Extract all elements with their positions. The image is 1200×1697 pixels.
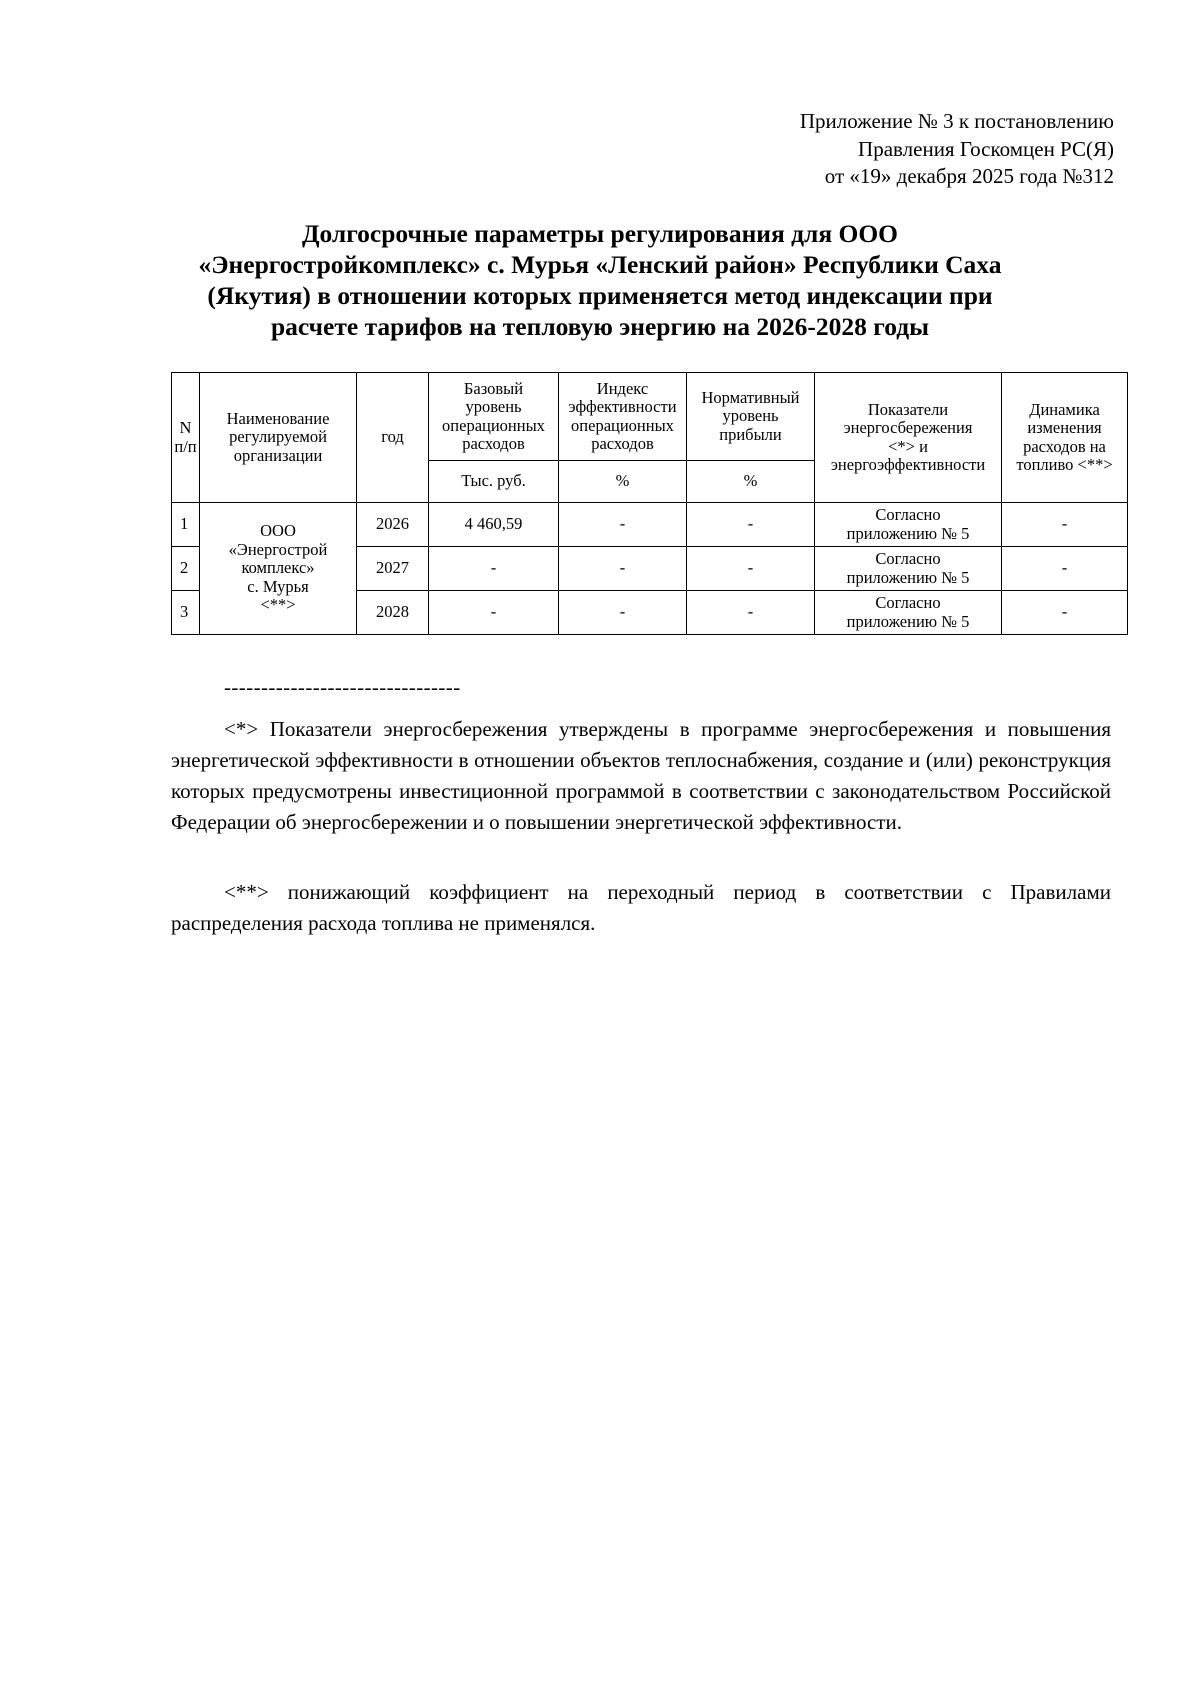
cell-fuel: - bbox=[1002, 503, 1128, 547]
title-line: расчете тарифов на тепловую энергию на 2026-2028 годы bbox=[270, 312, 930, 341]
cell-base: - bbox=[429, 591, 559, 635]
table-row bbox=[172, 503, 1128, 547]
unit-index: % bbox=[559, 461, 687, 503]
table-header-row bbox=[172, 373, 1128, 461]
title-line: «Энергостройкомплекс» с. Мурья «Ленский район» Республики Саха bbox=[198, 250, 1002, 279]
title-line: Долгосрочные параметры регулирования для ООО bbox=[301, 219, 899, 248]
cell-fuel: - bbox=[1002, 591, 1128, 635]
footnote-fuel-coefficient: <**> понижающий коэффициент на переходный период в соответствии с Правилами распределения расхода топлива не применялся. bbox=[171, 880, 1111, 935]
cell-num: 3 bbox=[172, 591, 200, 635]
cell-profit: - bbox=[687, 591, 815, 635]
header-org-name: Наименование регулируемой организации bbox=[200, 373, 357, 503]
parameters-table bbox=[171, 372, 1128, 635]
cell-num: 1 bbox=[172, 503, 200, 547]
header-base-level: Базовый уровень операционных расходов bbox=[429, 373, 559, 461]
cell-energy: Согласно приложению № 5 bbox=[815, 503, 1002, 547]
cell-base: 4 460,59 bbox=[429, 503, 559, 547]
cell-year: 2028 bbox=[357, 591, 429, 635]
cell-index: - bbox=[559, 547, 687, 591]
cell-year: 2027 bbox=[357, 547, 429, 591]
cell-profit: - bbox=[687, 547, 815, 591]
cell-base: - bbox=[429, 547, 559, 591]
document-title bbox=[150, 218, 1050, 342]
unit-profit: % bbox=[687, 461, 815, 503]
cell-fuel: - bbox=[1002, 547, 1128, 591]
unit-base: Тыс. руб. bbox=[429, 461, 559, 503]
header-energy-indicators: Показатели энергосбережения <*> и энергоэффективности bbox=[815, 373, 1002, 503]
cell-index: - bbox=[559, 503, 687, 547]
footnote-energy-saving: <*> Показатели энергосбережения утверждены в программе энергосбережения и повышения энергетической эффективности в отношении объектов теплоснабжения, создание и (или) реконструкция которых предусмотрены инвестиционной программой в соответствии с законодательством Российской Федерации об энергосбережении и о повышении энергетической эффективности. bbox=[171, 717, 1111, 834]
cell-profit: - bbox=[687, 503, 815, 547]
header-num: N п/п bbox=[172, 373, 200, 503]
header-efficiency-index: Индекс эффективности операционных расходов bbox=[559, 373, 687, 461]
cell-num: 2 bbox=[172, 547, 200, 591]
cell-energy: Согласно приложению № 5 bbox=[815, 591, 1002, 635]
appendix-header-line: Приложение № 3 к постановлению bbox=[799, 109, 1114, 133]
header-fuel-dynamics: Динамика изменения расходов на топливо <**> bbox=[1002, 373, 1128, 503]
cell-energy: Согласно приложению № 5 bbox=[815, 547, 1002, 591]
appendix-header-line: от «19» декабря 2025 года №312 bbox=[824, 164, 1114, 188]
header-profit-level: Нормативный уровень прибыли bbox=[687, 373, 815, 461]
appendix-header bbox=[554, 108, 1114, 191]
cell-year: 2026 bbox=[357, 503, 429, 547]
cell-org-name: ООО «Энергострой комплекс» с. Мурья <**> bbox=[200, 503, 357, 635]
footnote-separator: -------------------------------- bbox=[224, 675, 461, 699]
title-line: (Якутия) в отношении которых применяется метод индексации при bbox=[207, 281, 993, 310]
cell-index: - bbox=[559, 591, 687, 635]
appendix-header-line: Правления Госкомцен РС(Я) bbox=[858, 136, 1114, 161]
header-year: год bbox=[357, 373, 429, 503]
